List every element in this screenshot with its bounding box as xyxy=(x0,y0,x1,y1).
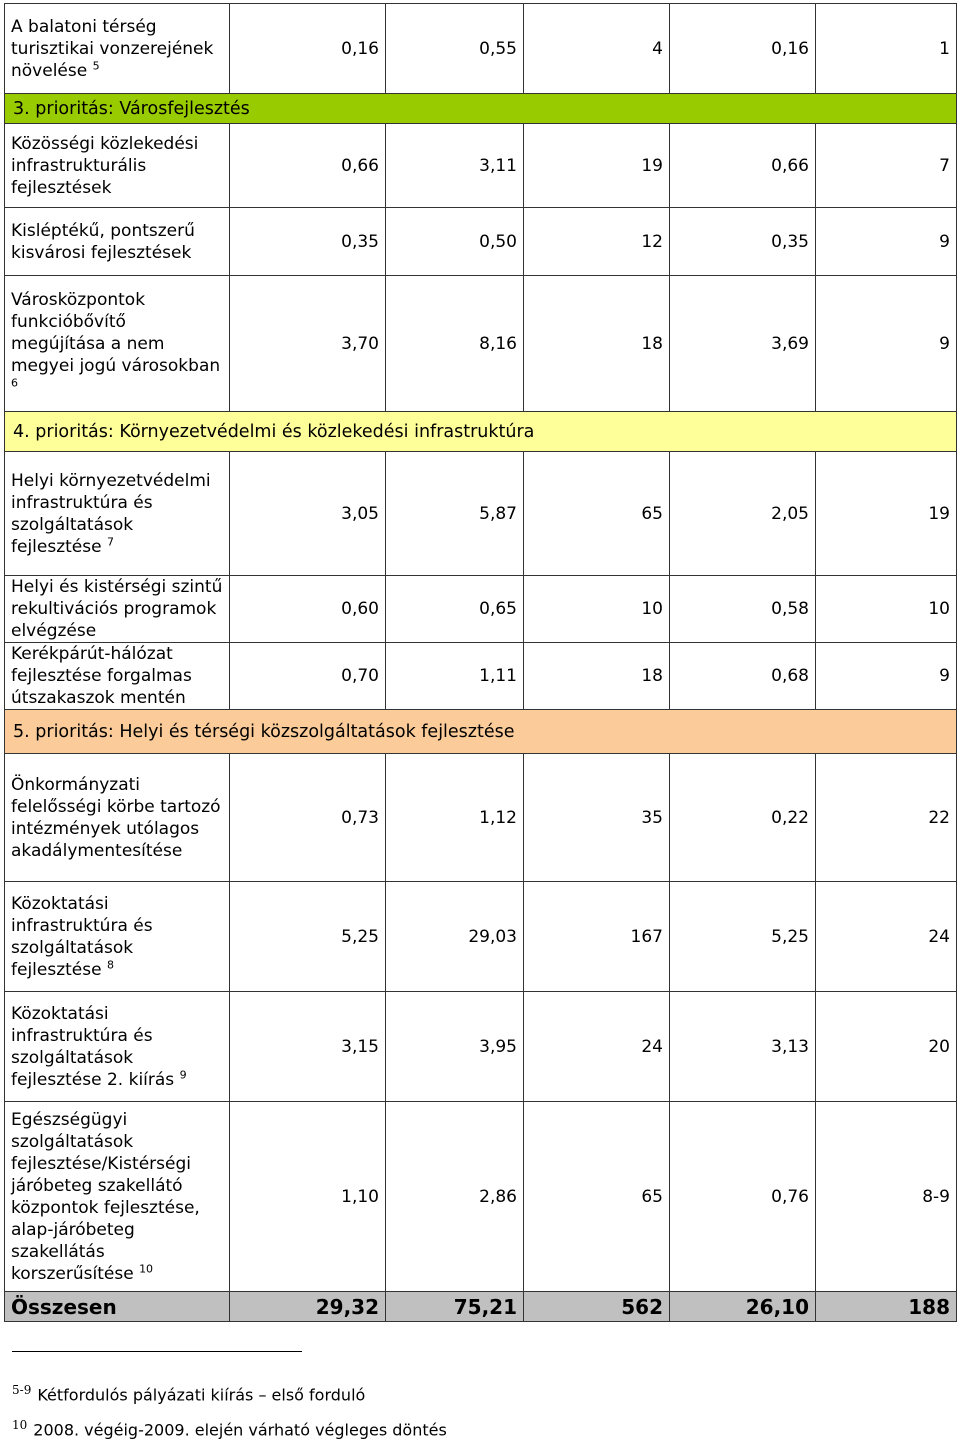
table-row xyxy=(5,882,957,992)
value-cell: 75,21 xyxy=(386,1292,524,1322)
footnote-ref: 6 xyxy=(11,375,18,389)
row-label xyxy=(5,992,230,1102)
table-row xyxy=(5,208,957,276)
value-cell: 3,05 xyxy=(230,452,386,576)
value-cell: 10 xyxy=(524,576,670,643)
value-cell: 24 xyxy=(524,992,670,1102)
budget-table xyxy=(4,3,957,1322)
value-cell: 0,66 xyxy=(230,124,386,208)
table-row xyxy=(5,754,957,882)
row-label xyxy=(5,208,230,276)
row-label xyxy=(5,452,230,576)
value-cell: 3,11 xyxy=(386,124,524,208)
value-cell: 0,66 xyxy=(670,124,816,208)
row-label xyxy=(5,4,230,94)
value-cell: 5,87 xyxy=(386,452,524,576)
table-row xyxy=(5,276,957,412)
section-heading: 4. prioritás: Környezetvédelmi és közlekedési infrastruktúra xyxy=(5,412,957,452)
row-label-text: Helyi környezetvédelmi infrastruktúra és szolgáltatások fejlesztése xyxy=(11,470,211,557)
value-cell: 2,86 xyxy=(386,1102,524,1292)
value-cell: 18 xyxy=(524,276,670,412)
value-cell: 0,35 xyxy=(230,208,386,276)
footnote-text: Kétfordulós pályázati kiírás – első forduló xyxy=(37,1385,366,1405)
row-label-text: Egészségügyi szolgáltatások fejlesztése/Kistérségi járóbeteg szakellátó központok fejlesztése, alap-járóbeteg szakellátás korszerűsítése xyxy=(11,1109,200,1284)
footnote-ref: 10 xyxy=(139,1261,154,1275)
footnote-text: 2008. végéig-2009. elején várható végleges döntés xyxy=(33,1420,447,1440)
table-row xyxy=(5,1102,957,1292)
value-cell: 3,69 xyxy=(670,276,816,412)
value-cell: 2,05 xyxy=(670,452,816,576)
value-cell: 188 xyxy=(816,1292,957,1322)
value-cell: 3,95 xyxy=(386,992,524,1102)
row-label-text: A balatoni térség turisztikai vonzerejének növelése xyxy=(11,16,214,81)
table-row xyxy=(5,992,957,1102)
value-cell: 24 xyxy=(816,882,957,992)
value-cell: 1 xyxy=(816,4,957,94)
value-cell: 0,70 xyxy=(230,643,386,710)
value-cell: 5,25 xyxy=(670,882,816,992)
value-cell: 1,11 xyxy=(386,643,524,710)
table-row xyxy=(5,4,957,94)
value-cell: 9 xyxy=(816,208,957,276)
value-cell: 0,58 xyxy=(670,576,816,643)
table-row xyxy=(5,576,957,643)
row-label-text: Közoktatási infrastruktúra és szolgáltatások fejlesztése xyxy=(11,893,153,980)
footnote-ref: 9 xyxy=(179,1067,187,1081)
row-label xyxy=(5,1292,230,1322)
row-label-text: Kisléptékű, pontszerű kisvárosi fejlesztések xyxy=(11,220,195,263)
value-cell: 1,12 xyxy=(386,754,524,882)
value-cell: 5,25 xyxy=(230,882,386,992)
footnote-mark: 10 xyxy=(12,1418,28,1432)
row-label-text: Helyi és kistérségi szintű rekultivációs programok elvégzése xyxy=(11,577,223,641)
row-label-text: Kerékpárút-hálózat fejlesztése forgalmas útszakaszok mentén xyxy=(11,644,192,708)
footnote-ref: 5 xyxy=(92,58,100,72)
row-label xyxy=(5,882,230,992)
table-row xyxy=(5,452,957,576)
value-cell: 7 xyxy=(816,124,957,208)
row-label xyxy=(5,754,230,882)
footnote-mark: 5-9 xyxy=(12,1383,32,1397)
value-cell: 29,03 xyxy=(386,882,524,992)
value-cell: 0,50 xyxy=(386,208,524,276)
value-cell: 65 xyxy=(524,452,670,576)
value-cell: 0,65 xyxy=(386,576,524,643)
total-row xyxy=(5,1292,957,1322)
value-cell: 26,10 xyxy=(670,1292,816,1322)
footnote-5-9 xyxy=(12,1383,365,1404)
section-heading: 3. prioritás: Városfejlesztés xyxy=(5,94,957,124)
value-cell: 3,70 xyxy=(230,276,386,412)
value-cell: 3,15 xyxy=(230,992,386,1102)
value-cell: 19 xyxy=(816,452,957,576)
budget-table-body xyxy=(5,4,957,1322)
value-cell: 9 xyxy=(816,643,957,710)
value-cell: 0,22 xyxy=(670,754,816,882)
value-cell: 0,16 xyxy=(230,4,386,94)
row-label-text: Közösségi közlekedési infrastrukturális fejlesztések xyxy=(11,133,199,198)
value-cell: 8-9 xyxy=(816,1102,957,1292)
footnote-10 xyxy=(12,1418,447,1439)
value-cell: 9 xyxy=(816,276,957,412)
section-row xyxy=(5,710,957,754)
value-cell: 22 xyxy=(816,754,957,882)
row-label xyxy=(5,1102,230,1292)
value-cell: 65 xyxy=(524,1102,670,1292)
value-cell: 0,73 xyxy=(230,754,386,882)
value-cell: 35 xyxy=(524,754,670,882)
row-label xyxy=(5,576,230,643)
row-label-text: Összesen xyxy=(11,1294,117,1319)
value-cell: 0,55 xyxy=(386,4,524,94)
footnote-separator xyxy=(12,1351,302,1352)
row-label-text: Önkormányzati felelősségi körbe tartozó intézmények utólagos akadálymentesítése xyxy=(11,774,221,861)
value-cell: 167 xyxy=(524,882,670,992)
value-cell: 0,16 xyxy=(670,4,816,94)
value-cell: 4 xyxy=(524,4,670,94)
value-cell: 29,32 xyxy=(230,1292,386,1322)
value-cell: 12 xyxy=(524,208,670,276)
row-label xyxy=(5,276,230,412)
section-heading: 5. prioritás: Helyi és térségi közszolgáltatások fejlesztése xyxy=(5,710,957,754)
table-row xyxy=(5,124,957,208)
value-cell: 0,76 xyxy=(670,1102,816,1292)
value-cell: 10 xyxy=(816,576,957,643)
value-cell: 562 xyxy=(524,1292,670,1322)
footnote-ref: 8 xyxy=(106,957,114,971)
row-label-text: Közoktatási infrastruktúra és szolgáltatások fejlesztése 2. kiírás xyxy=(11,1003,175,1090)
value-cell: 0,68 xyxy=(670,643,816,710)
section-row xyxy=(5,412,957,452)
value-cell: 20 xyxy=(816,992,957,1102)
row-label xyxy=(5,643,230,710)
value-cell: 0,60 xyxy=(230,576,386,643)
table-row xyxy=(5,643,957,710)
value-cell: 19 xyxy=(524,124,670,208)
value-cell: 0,35 xyxy=(670,208,816,276)
row-label-text: Városközpontok funkcióbővítő megújítása a nem megyei jogú városokban xyxy=(11,289,221,376)
section-row xyxy=(5,94,957,124)
value-cell: 3,13 xyxy=(670,992,816,1102)
footnote-ref: 7 xyxy=(106,534,114,548)
row-label xyxy=(5,124,230,208)
value-cell: 8,16 xyxy=(386,276,524,412)
value-cell: 1,10 xyxy=(230,1102,386,1292)
value-cell: 18 xyxy=(524,643,670,710)
